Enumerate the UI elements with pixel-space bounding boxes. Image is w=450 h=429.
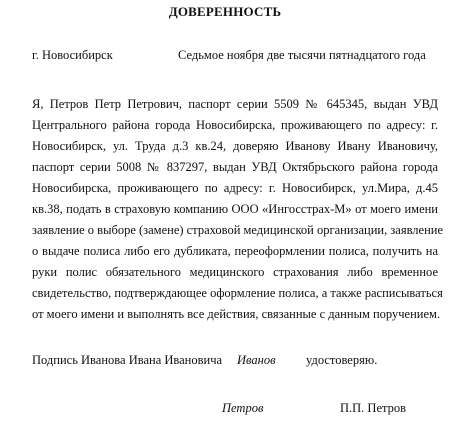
- handwritten-signature-petrov: Петров: [222, 401, 264, 415]
- body-line: Новосибирска, проживающего по адресу: г. Новосибирск, ул.Мира, д.45: [32, 181, 438, 195]
- body-line: о выдаче полиса либо его дубликата, переоформлении полиса, получить на: [32, 244, 438, 258]
- handwritten-signature-ivanov: Иванов: [237, 353, 276, 367]
- document-title: ДОВЕРЕННОСТЬ: [168, 4, 282, 19]
- certify-text: удостоверяю.: [306, 353, 378, 367]
- body-line: от моего имени и выполнять все действия, связанные с данным поручением.: [32, 307, 441, 321]
- body-line: руки полис обязательного медицинского страхования либо временное: [32, 265, 438, 279]
- body-line: кв.38, подать в страховую компанию ООО «Ингосстрах-М» от моего имени: [32, 202, 438, 216]
- body-line: паспорт серии 5008 № 837297, выдан УВД Октябрьского района города: [32, 160, 438, 174]
- body-line: свидетельство, подтверждающее оформление полиса, а также расписываться: [32, 286, 443, 300]
- body-line: заявление о выборе (замене) страховой медицинской организации, заявление: [32, 223, 444, 237]
- body-line: Новосибирск, ул. Труда д.3 кв.24, доверяю Иванову Ивану Ивановичу,: [32, 139, 438, 153]
- body-line: Центрального района города Новосибирска, проживающего по адресу: г.: [32, 118, 438, 132]
- document-city: г. Новосибирск: [32, 48, 113, 62]
- principal-name: П.П. Петров: [340, 401, 407, 415]
- signature-label: Подпись Иванова Ивана Ивановича: [32, 353, 223, 367]
- body-line: Я, Петров Петр Петрович, паспорт серии 5509 № 645345, выдан УВД: [32, 97, 438, 111]
- document-date: Седьмое ноября две тысячи пятнадцатого года: [178, 48, 426, 62]
